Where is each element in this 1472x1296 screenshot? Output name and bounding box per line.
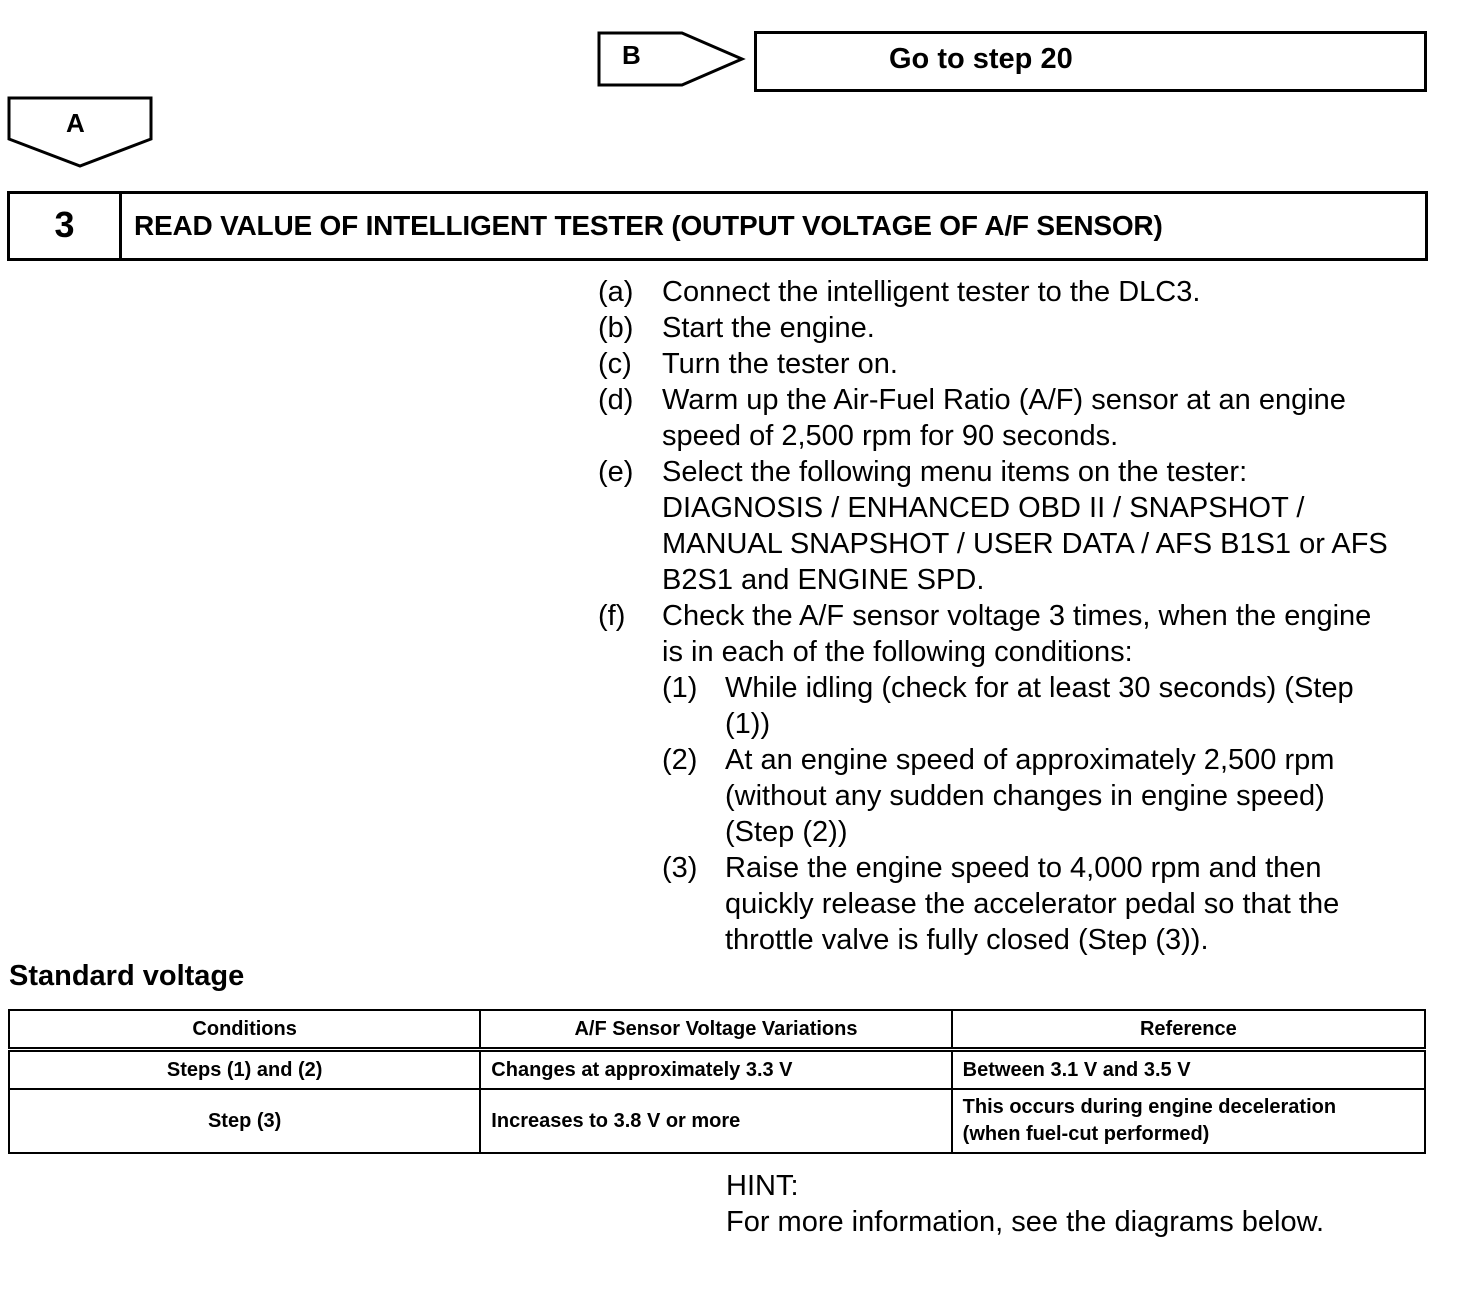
procedure-line: Turn the tester on. (662, 348, 898, 380)
procedure-item-text (662, 274, 1438, 310)
procedure-subitem-label: (3) (662, 852, 698, 884)
procedure-subitem-text (725, 670, 1438, 742)
procedure-subitem-text (725, 742, 1438, 850)
hint-text: For more information, see the diagrams below. (726, 1206, 1324, 1238)
table-header-conditions: Conditions (9, 1010, 480, 1050)
procedure-item-text (662, 382, 1438, 454)
procedure-line: speed of 2,500 rpm for 90 seconds. (662, 420, 1119, 452)
procedure-line: (1)) (725, 708, 771, 740)
table-cell-variation: Changes at approximately 3.3 V (480, 1050, 951, 1090)
goto-step-text: Go to step 20 (889, 43, 1073, 75)
table-cell-reference (952, 1050, 1425, 1090)
table-row (9, 1050, 1425, 1090)
step-header (7, 191, 1428, 261)
procedure-item-label: (d) (598, 384, 634, 416)
procedure-line: throttle valve is fully closed (Step (3)). (725, 924, 1209, 956)
reference-line: (when fuel-cut performed) (962, 1123, 1210, 1145)
procedure-item (598, 274, 1438, 310)
table-header-row (9, 1010, 1425, 1050)
step-title: READ VALUE OF INTELLIGENT TESTER (OUTPUT VOLTAGE OF A/F SENSOR) (134, 210, 1163, 241)
procedure-line: Raise the engine speed to 4,000 rpm and then (725, 852, 1322, 884)
procedure-item (598, 346, 1438, 382)
procedure-subitem (662, 742, 1438, 850)
hint-label: HINT: (726, 1170, 799, 1202)
reference-line: This occurs during engine deceleration (962, 1096, 1337, 1118)
goto-step-box (754, 31, 1427, 92)
procedure-line: Connect the intelligent tester to the DLC3. (662, 276, 1201, 308)
branch-b-arrow-icon (596, 30, 748, 88)
procedure-item (598, 598, 1438, 958)
table-header-reference: Reference (952, 1010, 1425, 1050)
procedure-line: B2S1 and ENGINE SPD. (662, 564, 985, 596)
procedure-subitem-text (725, 850, 1438, 958)
procedure-line: At an engine speed of approximately 2,500 rpm (725, 744, 1335, 776)
procedure-line: While idling (check for at least 30 seconds) (Step (725, 672, 1354, 704)
procedure-line: MANUAL SNAPSHOT / USER DATA / AFS B1S1 or AFS (662, 528, 1388, 560)
procedure-line: (Step (2)) (725, 816, 848, 848)
procedure-line: Select the following menu items on the tester: (662, 456, 1248, 488)
reference-line: Between 3.1 V and 3.5 V (962, 1058, 1191, 1081)
procedure-line: DIAGNOSIS / ENHANCED OBD II / SNAPSHOT / (662, 492, 1305, 524)
procedure-item (598, 454, 1438, 598)
table-cell-reference (952, 1089, 1425, 1153)
standard-voltage-title: Standard voltage (9, 960, 245, 992)
branch-b-label: B (622, 40, 641, 70)
hint-block (726, 1168, 1324, 1240)
procedure-subitem (662, 670, 1438, 742)
table-cell-condition: Steps (1) and (2) (9, 1050, 480, 1090)
procedure-subitem (662, 850, 1438, 958)
procedure-item-text (662, 598, 1438, 958)
table-cell-condition: Step (3) (9, 1089, 480, 1153)
procedure-line: quickly release the accelerator pedal so that the (725, 888, 1340, 920)
procedure-line: Check the A/F sensor voltage 3 times, when the engine (662, 600, 1372, 632)
procedure-item-label: (f) (598, 600, 626, 632)
procedure-item-label: (b) (598, 312, 634, 344)
table-cell-variation: Increases to 3.8 V or more (480, 1089, 951, 1153)
branch-a-label: A (66, 108, 85, 138)
procedure-item-text (662, 310, 1438, 346)
step-number: 3 (10, 194, 122, 258)
procedure-item-label: (e) (598, 456, 634, 488)
procedure-item-label: (c) (598, 348, 632, 380)
procedure-item-label: (a) (598, 276, 634, 308)
procedure-item (598, 310, 1438, 346)
procedure-item-text (662, 454, 1438, 598)
procedure-item-text (662, 346, 1438, 382)
procedure-subitem-label: (1) (662, 672, 698, 704)
procedure-list (598, 274, 1438, 958)
standard-voltage-table (8, 1009, 1426, 1154)
procedure-line: is in each of the following conditions: (662, 636, 1133, 668)
procedure-item (598, 382, 1438, 454)
procedure-subitem-label: (2) (662, 744, 698, 776)
table-header-variations: A/F Sensor Voltage Variations (480, 1010, 951, 1050)
table-row (9, 1089, 1425, 1153)
procedure-line: (without any sudden changes in engine speed) (725, 780, 1325, 812)
procedure-line: Warm up the Air-Fuel Ratio (A/F) sensor at an engine (662, 384, 1346, 416)
procedure-line: Start the engine. (662, 312, 875, 344)
